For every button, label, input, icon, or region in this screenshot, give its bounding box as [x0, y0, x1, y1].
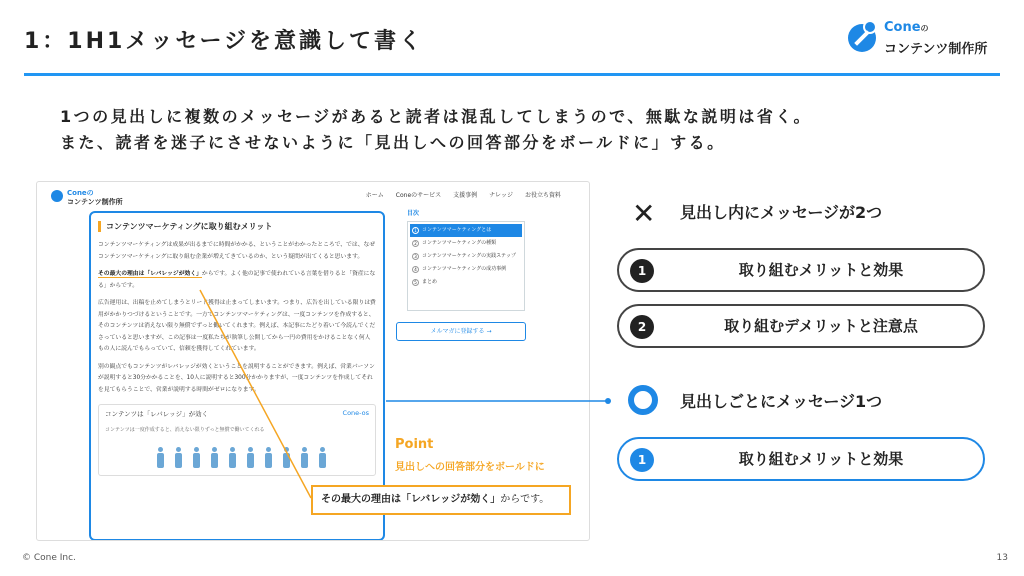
item-label: 取り組むメリットと効果 — [738, 450, 904, 468]
figure-brand: Cone-os — [342, 409, 369, 417]
toc-item[interactable]: 5 まとめ — [410, 276, 522, 289]
site-logo-name: コンテンツ制作所 — [67, 198, 123, 206]
figure-title: コンテンツは「レバレッジ」が効く — [105, 410, 209, 418]
toc-item[interactable]: 4 コンテンツマーケティングの成功事例 — [410, 263, 522, 276]
article-paragraph-3: 広告運用は、出稿を止めてしまうとリード獲得は止まってしまいます。つまり、広告を出している限りは費用がかかりつづけるということです。一方でコンテンツマーケティングは、一度コンテンツを作成すると、そのコンテンツは消えない限り無償でずっと働いてくれます。例えば、本記事にたどり着いて今読んでくださっていると思いますが、この記事は一度私たちが執筆し公開してから一円の費用をかけることなく何人もの人に読んでもらっていて、信頼を獲得してくれています。 — [98, 300, 376, 352]
answer-bold: その最大の理由は「レバレッジが効く」 — [98, 271, 202, 277]
item-number: 1 — [630, 448, 654, 472]
logo-brand: Cone — [884, 20, 921, 35]
item-label: 取り組むメリットと効果 — [738, 261, 904, 279]
connector-dot — [605, 398, 611, 404]
circle-mark-icon — [628, 385, 658, 415]
nav-item-cases[interactable]: 支援事例 — [453, 192, 478, 199]
bold-callout — [311, 485, 571, 515]
callout-bold: その最大の理由は「レバレッジが効く」 — [321, 494, 501, 505]
nav-item-knowledge[interactable]: ナレッジ — [489, 192, 513, 199]
toc-item[interactable]: 3 コンテンツマーケティングの実践ステップ — [410, 250, 522, 263]
item-label: 取り組むデメリットと注意点 — [724, 317, 918, 335]
point-label: Point — [395, 437, 434, 452]
bad-item-2 — [617, 304, 985, 348]
lead-line-2: また、読者を迷子にさせないように「見出しへの回答部分をボールドに」する。 — [60, 133, 726, 152]
item-number: 1 — [630, 259, 654, 283]
article-paragraph-4: 別の観点でもコンテンツがレバレッジが効くということを説明することができます。例えば、営業パーソンが説明すると30分かかることを、10人に説明すると300分かかりますが、一度コンテンツを作成してそれを見てもらうことで、営業が説明する時間がゼロになります。 — [98, 363, 375, 393]
page-number: 13 — [996, 553, 1008, 563]
nav-item-services[interactable]: Coneのサービス — [395, 192, 442, 199]
figure-caption: コンテンツは一度作成すると、消えない限りずっと無償で働いてくれる — [105, 427, 265, 433]
bad-heading: 見出し内にメッセージが2つ — [680, 203, 883, 222]
nav-item-resources[interactable]: お役立ち資料 — [524, 192, 561, 199]
toc-item[interactable]: 2 コンテンツマーケティングの種類 — [410, 237, 522, 250]
item-number: 2 — [630, 315, 654, 339]
logo-name: コンテンツ制作所 — [884, 42, 988, 57]
toc-title: 目次 — [407, 210, 420, 217]
x-mark-icon: ✕ — [632, 197, 656, 230]
site-logo-brand: Coneの — [67, 189, 94, 197]
newsletter-button[interactable]: メルマガに登録する → — [396, 322, 526, 341]
answer-rest: からです。よく他の記事で使われている言葉を借りると「資産になる」からです。 — [98, 271, 376, 289]
callout-rest: からです。 — [500, 494, 550, 505]
slide-title: 1：1H1メッセージを意識して書く — [24, 29, 425, 54]
point-text: 見出しへの回答部分をボールドに — [395, 462, 545, 473]
nav-item-home[interactable]: ホーム — [365, 192, 384, 199]
article-heading: コンテンツマーケティングに取り組むメリット — [98, 221, 376, 232]
lead-line-1: 1つの見出しに複数のメッセージがあると読者は混乱してしまうので、無駄な説明は省く。 — [60, 107, 813, 126]
bad-item-1 — [617, 248, 985, 292]
logo-suffix: の — [920, 24, 929, 33]
toc-item[interactable]: 1 コンテンツマーケティングとは — [410, 224, 522, 237]
article-paragraph-1: コンテンツマーケティングは成果が出るまでに時間がかかる、ということがわかったところで、では、なぜコンテンツマーケティングに取り組む企業が増えてきているのか、という疑問が出てくると思います。 — [98, 242, 376, 260]
good-heading: 見出しごとにメッセージ1つ — [680, 392, 883, 411]
callout-connector — [200, 290, 311, 498]
good-item-1 — [617, 437, 985, 481]
copyright: © Cone Inc. — [22, 553, 76, 563]
